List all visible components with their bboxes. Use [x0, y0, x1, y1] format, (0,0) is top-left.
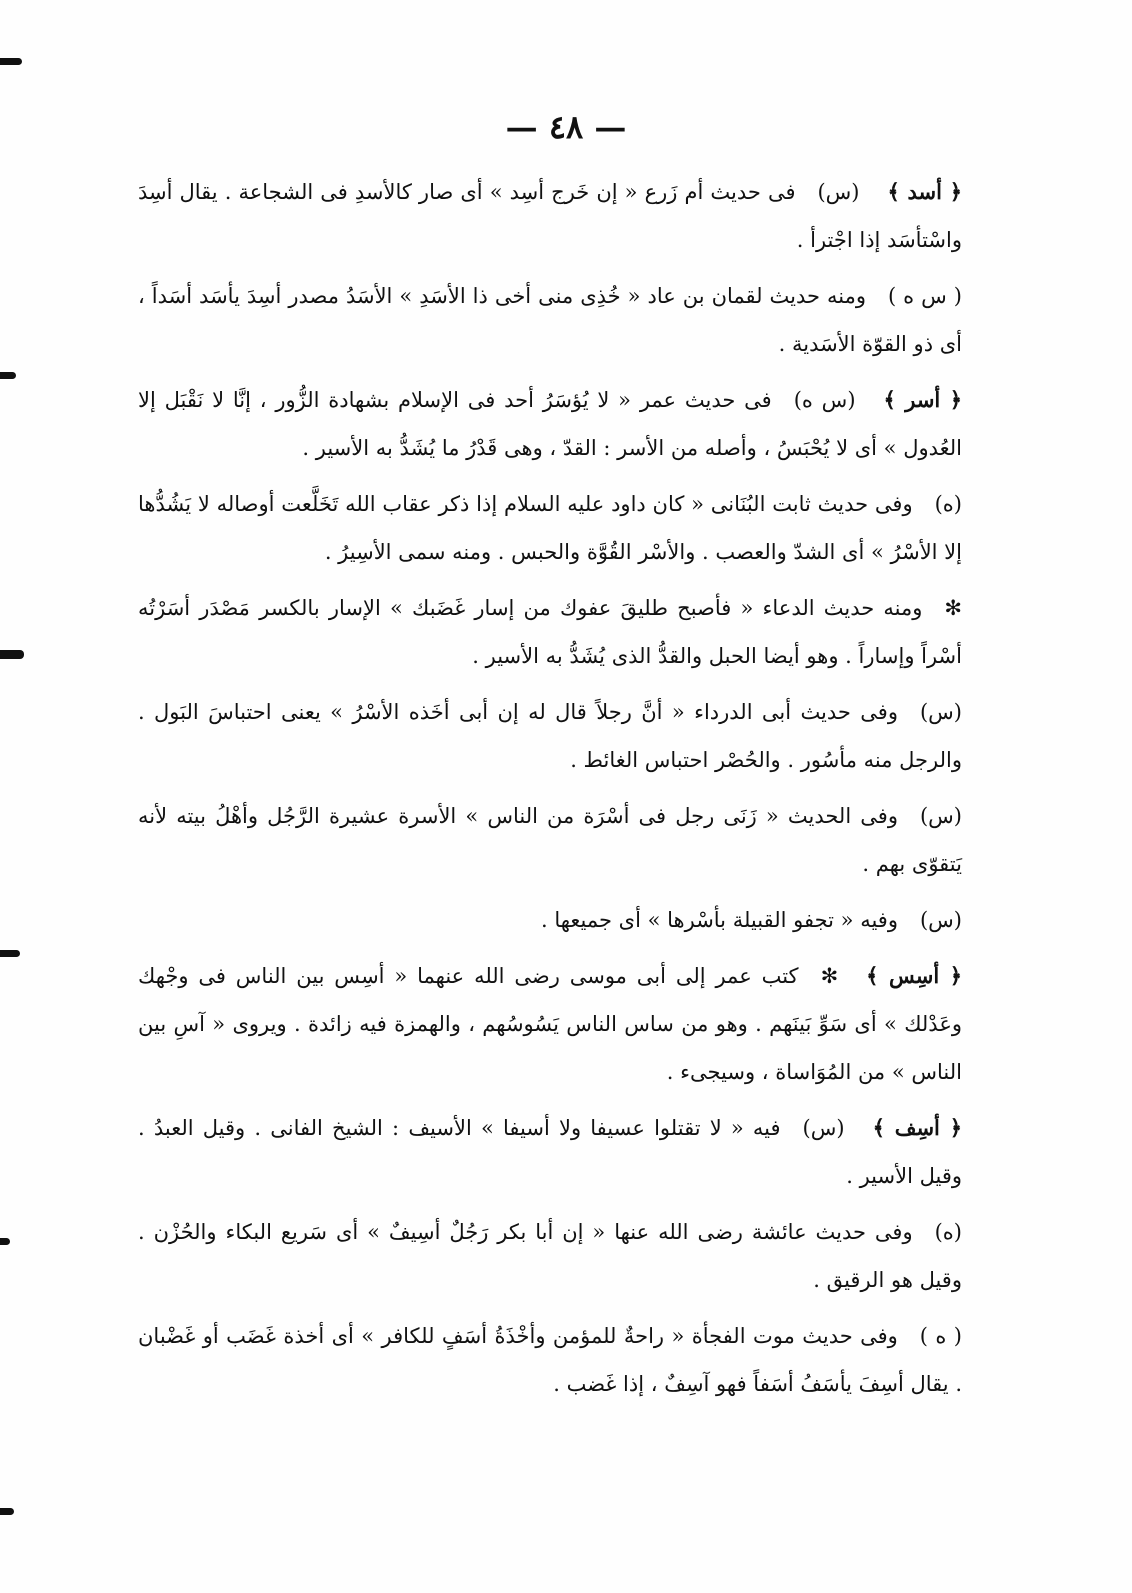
- page-edge-mark: [0, 1508, 14, 1515]
- source-tag: (س ه): [793, 388, 856, 412]
- page-edge-mark: [0, 1238, 10, 1245]
- entry-text: فى حديث عمر « لا يُؤسَرُ أحد فى الإسلام بشهادة الزُّور ، إنَّا لا نَقْبَل إلا العُدول » أى لا يُحْبَسُ ، وأصله من الأسر : القدّ ، وهى قَدْرُ ما يُشَدُّ به الأسير .: [138, 388, 962, 460]
- entry-text: فى حديث أم زَرع « إن خَرج أسِد » أى صار كالأسدِ فى الشجاعة . يقال أسِدَ واسْتأسَد إذا اجْترأ .: [138, 180, 962, 252]
- entry-text: كتب عمر إلى أبى موسى رضى الله عنهما « أسِس بين الناس فى وجْهك وعَدْلك » أى سَوِّ بَينَهم . وهو من ساس الناس يَسُوسُهم ، والهمزة فيه زائدة . ويروى « آسِ بين الناس » من المُوَاساة ، وسيجىء .: [138, 964, 962, 1084]
- entry-subentry: [138, 480, 962, 576]
- page-number: — ٤٨ —: [505, 108, 627, 146]
- entry-subentry: [138, 1208, 962, 1304]
- entry-subentry: [138, 1312, 962, 1408]
- headword: ﴿ أسر ﴾: [883, 387, 963, 412]
- entry-asif: [138, 1104, 962, 1200]
- entry-text: وفيه « تجفو القبيلة بأسْرها » أى جميعها .: [540, 908, 898, 932]
- asterisk-mark: ✻: [820, 964, 839, 988]
- headword: ﴿ أسِس ﴾: [866, 963, 963, 988]
- headword: ﴿ أسِف ﴾: [872, 1115, 962, 1140]
- entry-text: وفى الحديث « زَنَى رجل فى أسْرَة من الناس » الأسرة عشيرة الرَّجُل وأهْلُ بيته لأنه يَتقوّى بهم .: [138, 804, 962, 876]
- page-edge-mark: [0, 372, 16, 379]
- headword: ﴿ أسد ﴾: [887, 179, 962, 204]
- entry-text: ومنه حديث لقمان بن عاد « خُذِى منى أخى ذا الأسَدِ » الأسَدُ مصدر أسِدَ يأسَد أسَداً ، أى ذو القوّة الأسَدية .: [138, 284, 962, 356]
- entry-subentry: [138, 688, 962, 784]
- asterisk-mark: ✻: [944, 596, 962, 620]
- page-edge-mark: [0, 650, 24, 659]
- entry-text: وفى حديث أبى الدرداء « أنَّ رجلاً قال له إن أبى أخَذه الأسْرُ » يعنى احتباسَ البَول . والرجل منه مأسُور . والحُصْر احتباس الغائط .: [138, 700, 962, 772]
- entry-text: وفى حديث ثابت البُنَانى « كان داود عليه السلام إذا ذكر عقاب الله تَخَلَّعت أوصاله لا يَشُدُّها إلا الأسْرُ » أى الشدّ والعصب . والأسْر القُوَّة والحبس . ومنه سمى الأسِيرُ .: [138, 492, 962, 564]
- source-tag: (س): [802, 1116, 845, 1140]
- entry-text: وفى حديث موت الفجأة « راحةٌ للمؤمن وأخْذَةُ أسَفٍ للكافر » أى أخذة غَضَب أو غَضْبان . يقال أسِفَ يأسَفُ أسَفاً فهو آسِفٌ ، إذا غَضب .: [138, 1324, 962, 1396]
- entry-subentry: [138, 584, 962, 680]
- entry-text: فيه « لا تقتلوا عسيفا ولا أسيفا » الأسيف : الشيخ الفانى . وقيل العبدُ . وقيل الأسير .: [138, 1116, 962, 1188]
- entry-text: ومنه حديث الدعاء « فأصبح طليقَ عفوك من إسار غَضَبك » الإسار بالكسر مَصْدَر أسَرْتُه أسْراً وإساراً . وهو أيضا الحبل والقدُّ الذى يُشَدُّ به الأسير .: [138, 596, 962, 668]
- source-tag: (س): [817, 180, 860, 204]
- source-tag: (س): [919, 908, 962, 932]
- page-edge-mark: [0, 58, 22, 65]
- entry-subentry: [138, 896, 962, 944]
- entry-asad: [138, 168, 962, 264]
- entry-subentry: [138, 792, 962, 888]
- page-edge-mark: [0, 950, 20, 957]
- source-tag: (س): [919, 804, 962, 828]
- source-tag: ( س ه ): [888, 284, 962, 308]
- entry-subentry: [138, 272, 962, 368]
- source-tag: (ه): [934, 1220, 962, 1244]
- source-tag: ( ه ): [919, 1324, 962, 1348]
- source-tag: (ه): [934, 492, 962, 516]
- dictionary-entries: [138, 168, 962, 1416]
- entry-asis: [138, 952, 962, 1096]
- entry-text: وفى حديث عائشة رضى الله عنها « إن أبا بكر رَجُلٌ أسِيفٌ » أى سَريع البكاء والحُزْن . وقيل هو الرقيق .: [138, 1220, 962, 1292]
- entry-asr: [138, 376, 962, 472]
- source-tag: (س): [919, 700, 962, 724]
